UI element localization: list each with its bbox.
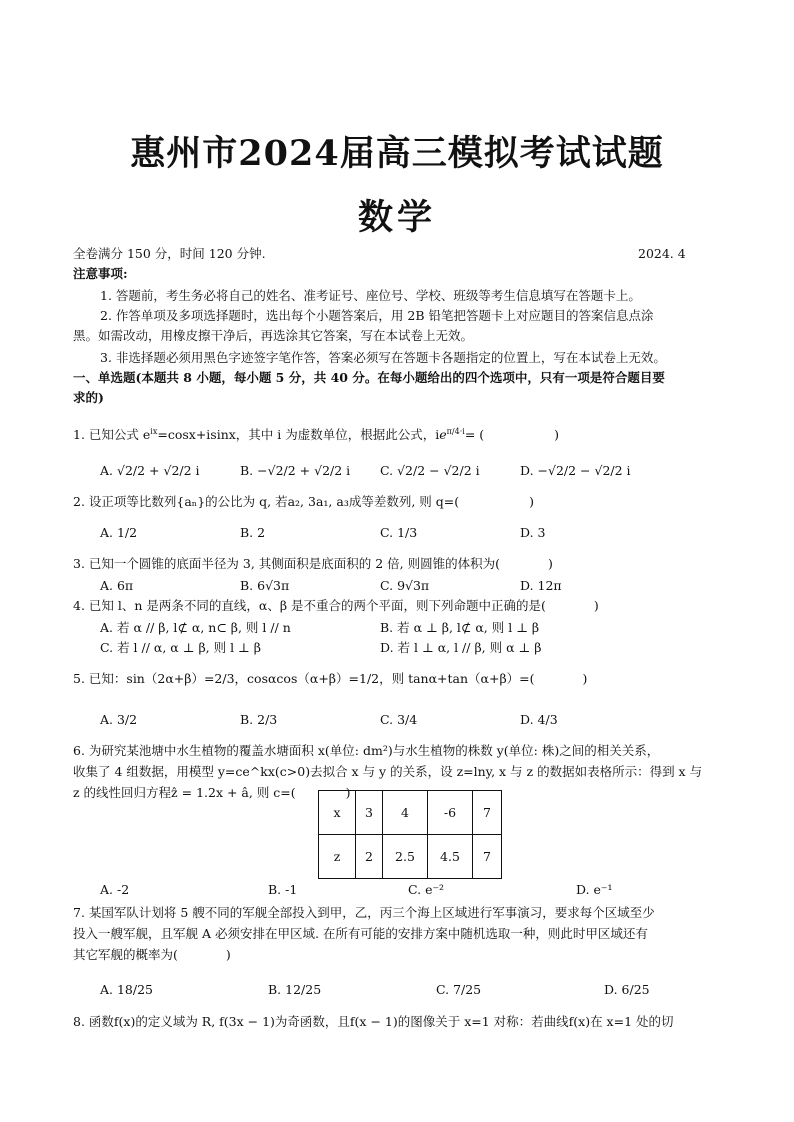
q5-option-b: B. 2/3: [240, 712, 278, 727]
table-cell: 2.5: [383, 835, 428, 879]
q5-text: 5. 已知：sin（2α+β）=2/3，cosαcos（α+β）=1/2，则 tanα+tan（α+β）=(: [73, 671, 535, 686]
q6-option-b: B. -1: [268, 882, 298, 897]
section-heading-cont: 求的): [73, 390, 104, 405]
question-3: [73, 556, 553, 572]
table-cell: 2: [356, 835, 383, 879]
q1-exp2: π/4·i: [446, 427, 465, 436]
q2-option-c: C. 1/3: [380, 525, 418, 540]
q7-line3-text: 其它军舰的概率为(: [73, 947, 178, 962]
q6-option-a: A. -2: [100, 882, 130, 897]
question-4: [73, 598, 599, 614]
q3-option-b: B. 6√3π: [240, 578, 290, 593]
q1-e: e: [439, 427, 447, 443]
q4-text: 4. 已知 l、n 是两条不同的直线，α、β 是不重合的两个平面，则下列命题中正确的是(: [73, 598, 546, 613]
q1-exp: ix: [150, 427, 158, 436]
table-cell: 7: [473, 835, 502, 879]
table-row: [319, 835, 502, 879]
exam-title: 惠州市2024届高三模拟考试试题: [130, 133, 664, 174]
q2-option-b: B. 2: [240, 525, 266, 540]
q1-option-d: D. −√2/2 − √2/2 i: [520, 463, 631, 478]
table-row: [319, 791, 502, 835]
q2-close: ): [529, 494, 534, 509]
exam-date: 2024. 4: [638, 246, 686, 261]
q4-option-a: A. 若 α // β, l⊄ α, n⊂ β, 则 l // n: [100, 620, 291, 635]
question-7-line2: 投入一艘军舰，且军舰 A 必须安排在甲区域. 在所有可能的安排方案中随机选取一种，则此时甲区域还有: [73, 926, 648, 941]
notice-heading: 注意事项:: [73, 266, 128, 281]
q1-mid: =cosx+isinx，其中 i 为虚数单位，根据此公式，i: [157, 427, 440, 443]
notice-item: 1. 答题前，考生务必将自己的姓名、准考证号、座位号、学校、班级等考生信息填写在答题卡上。: [100, 288, 641, 303]
question-6-line1: 6. 为研究某池塘中水生植物的覆盖水塘面积 x(单位: dm²)与水生植物的株数 y(单位: 株)之间的相关关系，: [73, 743, 660, 758]
q1-option-a: A. √2/2 + √2/2 i: [100, 463, 200, 478]
question-1: [73, 424, 559, 443]
q1-option-c: C. √2/2 − √2/2 i: [380, 463, 480, 478]
question-2: [73, 494, 534, 510]
q3-close: ): [548, 556, 553, 571]
q6-line3-text: z 的线性回归方程ẑ = 1.2x + â, 则 c=(: [73, 785, 296, 800]
table-cell: x: [319, 791, 356, 835]
table-cell: -6: [428, 791, 473, 835]
xz-data-table: [318, 790, 502, 879]
q1-post: = (: [464, 427, 485, 443]
q1-option-b: B. −√2/2 + √2/2 i: [240, 463, 351, 478]
exam-subject: 数学: [357, 197, 436, 238]
q1-close: ): [554, 427, 560, 443]
q7-close: ): [225, 947, 231, 962]
question-7-line3: [73, 947, 231, 963]
table-cell: 7: [473, 791, 502, 835]
q4-close: ): [593, 598, 599, 613]
q5-option-d: D. 4/3: [520, 712, 558, 727]
q4-option-c: C. 若 l // α, α ⊥ β, 则 l ⊥ β: [100, 640, 262, 655]
q7-option-b: B. 12/25: [268, 982, 322, 997]
q7-option-d: D. 6/25: [604, 982, 650, 997]
q3-option-d: D. 12π: [520, 578, 562, 593]
question-6-line2: 收集了 4 组数据，用模型 y=ce^kx(c>0)去拟合 x 与 y 的关系，设 z=lny, x 与 z 的数据如表格所示：得到 x 与: [73, 764, 703, 779]
table-cell: z: [319, 835, 356, 879]
q4-option-b: B. 若 α ⊥ β, l⊄ α, 则 l ⊥ β: [380, 620, 540, 635]
notice-item: 3. 非选择题必须用黑色字迹签字笔作答，答案必须写在答题卡各题指定的位置上，写在本试卷上无效。: [100, 350, 666, 365]
q3-text: 3. 已知一个圆锥的底面半径为 3, 其侧面积是底面积的 2 倍, 则圆锥的体积为(: [73, 556, 500, 571]
question-7-line1: 7. 某国军队计划将 5 艘不同的军舰全部投入到甲，乙，丙三个海上区域进行军事演习，要求每个区域至少: [73, 905, 655, 920]
table-cell: 4.5: [428, 835, 473, 879]
notice-item: 2. 作答单项及多项选择题时，选出每个小题答案后，用 2B 铅笔把答题卡上对应题目的答案信息点涂: [100, 308, 654, 323]
section-heading: 一、单选题(本题共 8 小题，每小题 5 分，共 40 分。在每小题给出的四个选项中，只有一项是符合题目要: [73, 370, 665, 385]
q2-text: 2. 设正项等比数列{aₙ}的公比为 q, 若a₂, 3a₁, a₃成等差数列, 则 q=(: [73, 494, 460, 509]
table-cell: 3: [356, 791, 383, 835]
q7-option-a: A. 18/25: [100, 982, 153, 997]
q3-option-c: C. 9√3π: [380, 578, 430, 593]
q6-close: ): [345, 785, 351, 800]
q7-option-c: C. 7/25: [436, 982, 482, 997]
q5-option-c: C. 3/4: [380, 712, 418, 727]
table-cell: 4: [383, 791, 428, 835]
question-8-line1: 8. 函数f(x)的定义域为 R, f(3x − 1)为奇函数，且f(x − 1)的图像关于 x=1 对称：若曲线f(x)在 x=1 处的切: [73, 1014, 674, 1029]
notice-item: 黑。如需改动，用橡皮擦干净后，再选涂其它答案，写在本试卷上无效。: [73, 328, 474, 343]
q1-pre: 1. 已知公式 e: [73, 427, 151, 443]
q2-option-d: D. 3: [520, 525, 546, 540]
q4-option-d: D. 若 l ⊥ α, l // β, 则 α ⊥ β: [380, 640, 542, 655]
question-5: [73, 671, 587, 687]
q5-close: ): [582, 671, 588, 686]
q6-option-c: C. e⁻²: [408, 882, 445, 897]
question-6-line3: [73, 785, 351, 801]
exam-info: 全卷满分 150 分，时间 120 分钟.: [73, 246, 266, 261]
q3-option-a: A. 6π: [100, 578, 134, 593]
q2-option-a: A. 1/2: [100, 525, 138, 540]
q6-option-d: D. e⁻¹: [576, 882, 613, 897]
q5-option-a: A. 3/2: [100, 712, 138, 727]
